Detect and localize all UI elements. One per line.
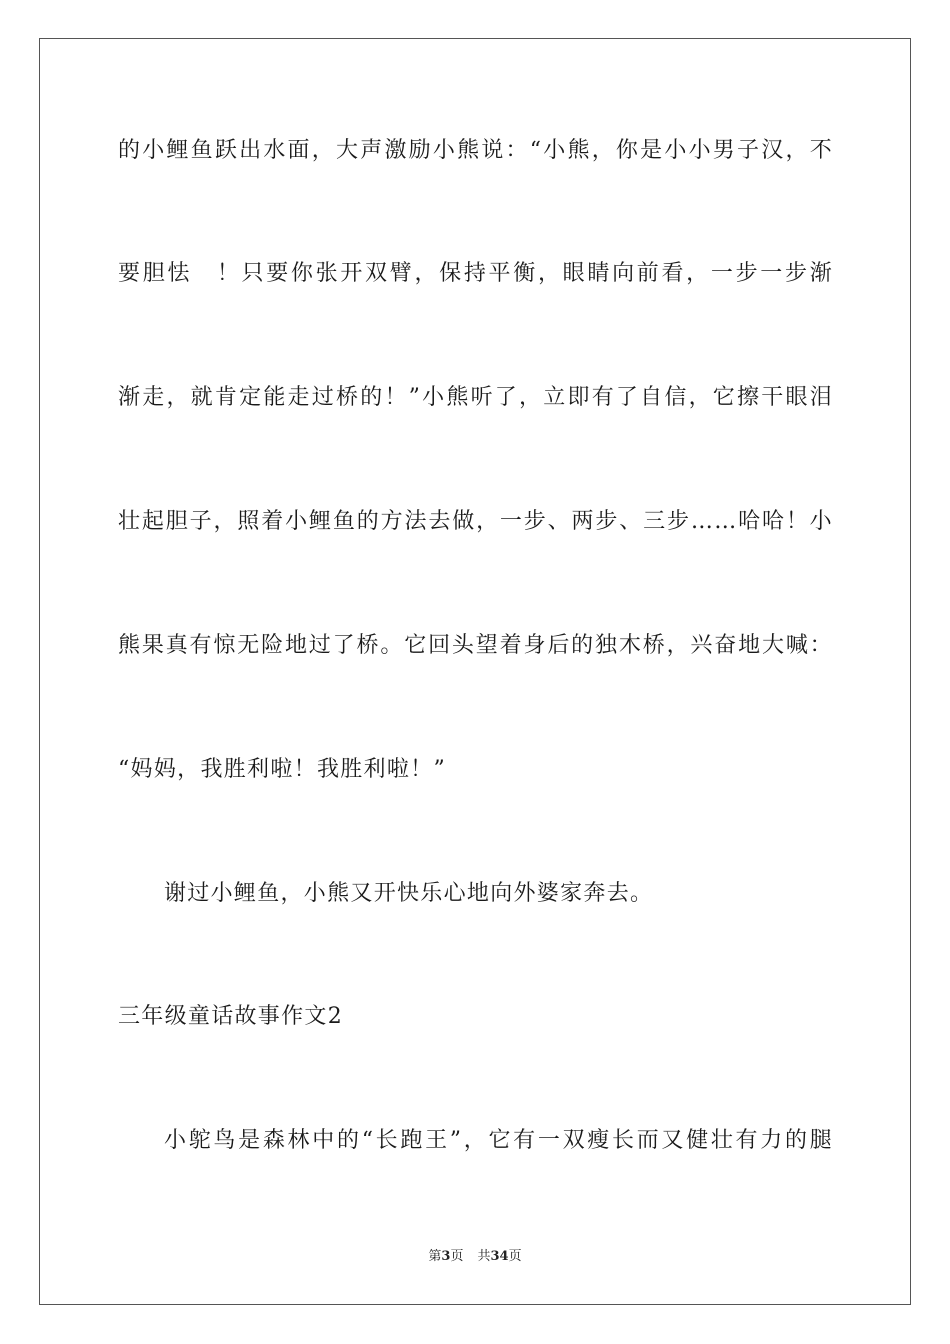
- body-line-3: 渐走，就肯定能走过桥的！”小熊听了，立即有了自信，它擦干眼泪: [118, 385, 833, 410]
- paragraph-line: 谢过小鲤鱼，小熊又开快乐心地向外婆家奔去。: [164, 881, 654, 906]
- paragraph-line: 小鸵鸟是森林中的“长跑王”，它有一双瘦长而又健壮有力的腿: [164, 1128, 833, 1153]
- total-suffix: 页: [508, 1249, 522, 1264]
- page-footer: [0, 1248, 950, 1266]
- total-prefix: 共: [477, 1249, 491, 1264]
- total-pages: 34: [490, 1249, 509, 1264]
- page-prefix: 第: [428, 1249, 442, 1264]
- page-number: 3: [441, 1249, 451, 1264]
- body-line-2: 要胆怯 ！只要你张开双臂，保持平衡，眼睛向前看，一步一步渐: [118, 261, 833, 286]
- page-border: [39, 38, 911, 1305]
- section-heading: 三年级童话故事作文2: [118, 1004, 343, 1029]
- body-line-1: 的小鲤鱼跃出水面，大声激励小熊说：“小熊，你是小小男子汉，不: [118, 138, 833, 163]
- page-indicator: [428, 1249, 463, 1264]
- total-pages-indicator: [477, 1249, 521, 1264]
- page-suffix: 页: [450, 1249, 464, 1264]
- body-line-6: “妈妈，我胜利啦！我胜利啦！”: [118, 757, 446, 782]
- body-line-4: 壮起胆子，照着小鲤鱼的方法去做，一步、两步、三步……哈哈！小: [118, 509, 833, 534]
- body-line-5: 熊果真有惊无险地过了桥。它回头望着身后的独木桥，兴奋地大喊：: [118, 633, 833, 658]
